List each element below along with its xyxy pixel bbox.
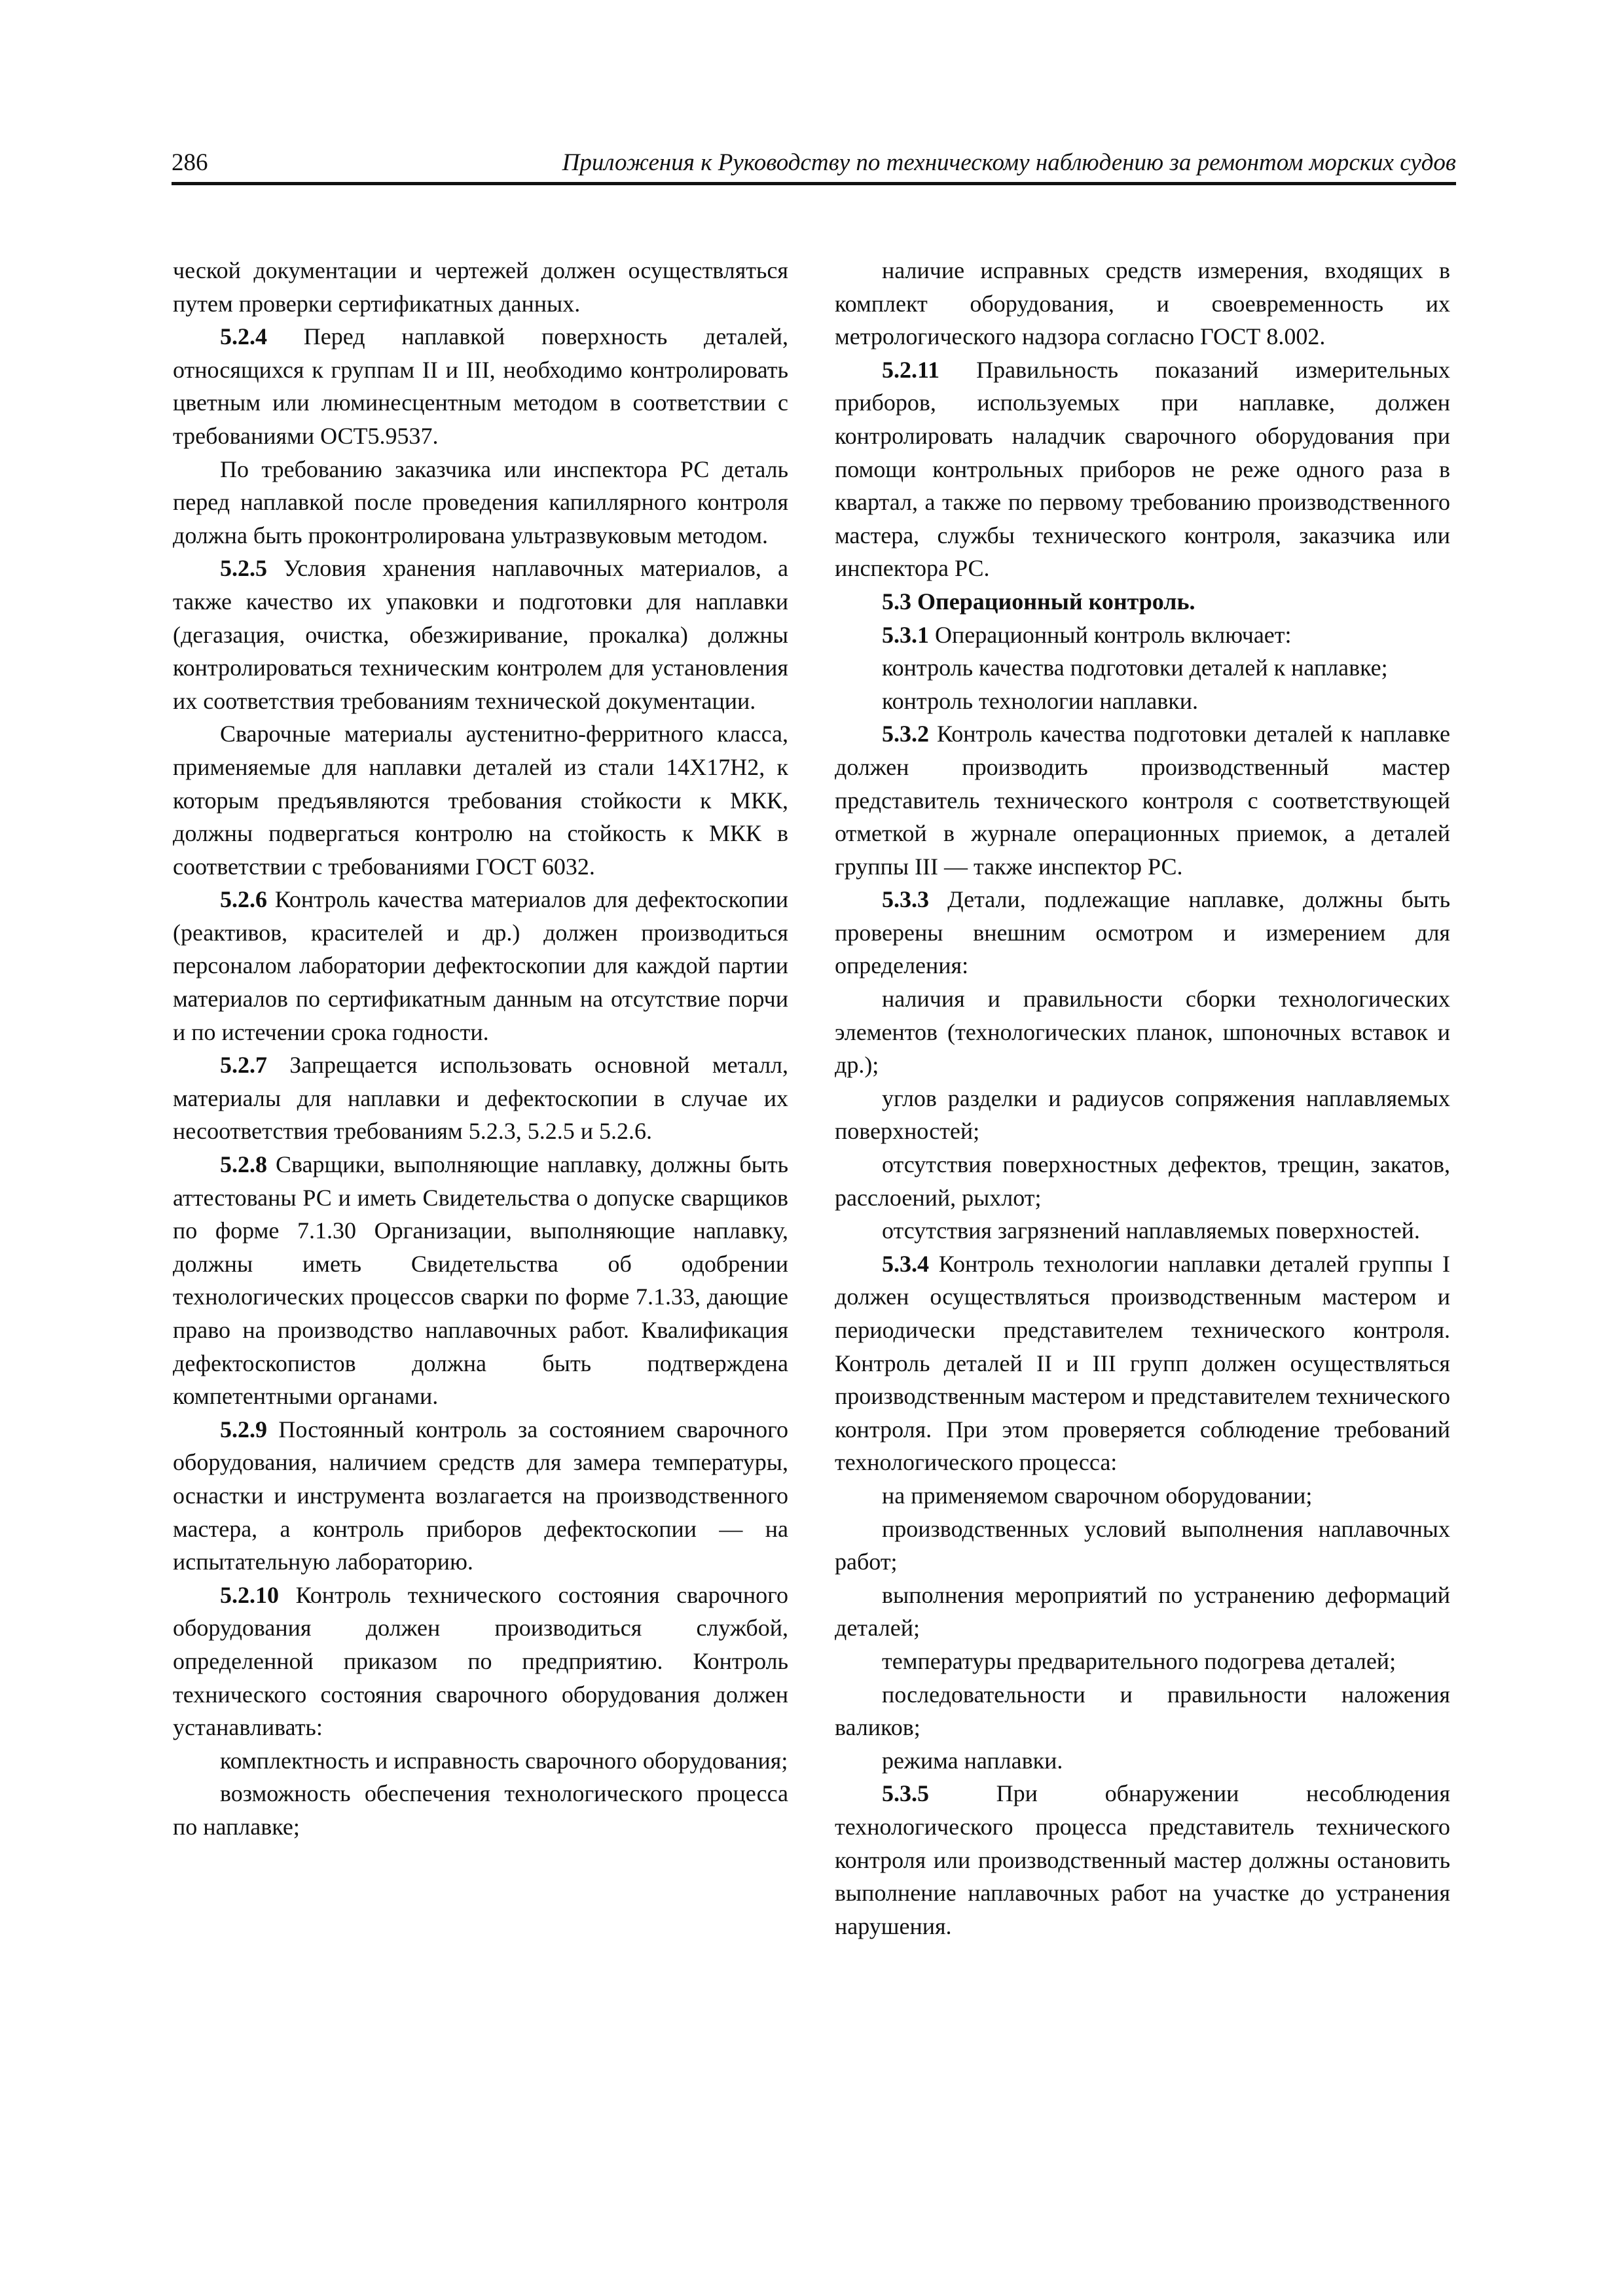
- clause-number: 5.3.4: [882, 1250, 929, 1277]
- clause-number: 5.2.8: [220, 1151, 267, 1178]
- right-paragraph: [835, 717, 1450, 883]
- right-paragraph: [835, 1777, 1450, 1943]
- paragraph-text: последовательности и правильности наложения валиков;: [835, 1681, 1450, 1741]
- paragraph-text: Контроль качества подготовки деталей к наплавке должен производить производственный мастер представитель технического контроля с соответствующей отметкой в журнале операционных приемок, а деталей группы III — также инспектор РС.: [835, 721, 1451, 880]
- clause-number: 5.2.4: [220, 323, 267, 350]
- page-header: [172, 145, 1456, 185]
- left-paragraph: [173, 254, 788, 320]
- right-paragraph: [835, 982, 1450, 1082]
- paragraph-text: отсутствия загрязнений наплавляемых поверхностей.: [882, 1217, 1420, 1244]
- right-paragraph: [835, 1214, 1450, 1247]
- clause-number: 5.3.2: [882, 721, 929, 747]
- paragraph-text: выполнения мероприятий по устранению деформаций деталей;: [835, 1581, 1450, 1641]
- paragraph-text: Операционный контроль включает:: [935, 621, 1292, 648]
- paragraph-text: комплектность и исправность сварочного оборудования;: [220, 1747, 788, 1774]
- left-paragraph: [173, 1148, 788, 1413]
- paragraph-text: Перед наплавкой поверхность деталей, относящихся к группам II и III, необходимо контролировать цветным или люминесцентным методом в соответствии с требованиями ОСТ5.9537.: [173, 323, 788, 449]
- left-paragraph: [173, 883, 788, 1049]
- clause-number: 5.3.1: [882, 621, 929, 648]
- left-paragraph: [173, 1777, 788, 1843]
- left-column: [173, 254, 788, 1844]
- right-paragraph: [835, 1247, 1450, 1479]
- right-paragraph: [835, 585, 1450, 619]
- right-paragraph: [835, 1678, 1450, 1744]
- paragraph-text: По требованию заказчика или инспектора РС деталь перед наплавкой после проведения капиллярного контроля должна быть проконтролирована ультразвуковым методом.: [173, 456, 788, 548]
- right-paragraph: [835, 651, 1450, 685]
- paragraph-text: Правильность показаний измерительных приборов, используемых при наплавке, должен контролировать наладчик сварочного оборудования при помощи контрольных приборов не реже одного раза в квартал, а также по первому требованию производственного мастера, службы технического контроля, заказчика или инспектора РС.: [835, 356, 1450, 582]
- paragraph-text: наличие исправных средств измерения, входящих в комплект оборудования, и своевременность их метрологического надзора согласно ГОСТ 8.002.: [835, 257, 1450, 350]
- paragraph-text: на применяемом сварочном оборудовании;: [882, 1482, 1313, 1509]
- paragraph-text: Постоянный контроль за состоянием сварочного оборудования, наличием средств для замера температуры, оснастки и инструмента возлагается на производственного мастера, а контроль приборов дефектоскопии — на испытательную лабораторию.: [173, 1416, 789, 1575]
- right-paragraph: [835, 685, 1450, 718]
- left-paragraph: [173, 453, 788, 552]
- clause-number: 5.2.9: [220, 1416, 267, 1443]
- left-paragraph: [173, 1744, 788, 1778]
- clause-number: 5.2.7: [220, 1052, 267, 1079]
- paragraph-text: Контроль технологии наплавки деталей группы I должен осуществляться производственным мастером и периодически представителем технического контроля. Контроль деталей II и III групп должен осуществляться производственным мастером и представителем технического контроля. При этом проверяется соблюдение требований технологического процесса:: [835, 1250, 1451, 1476]
- right-paragraph: [835, 1744, 1450, 1778]
- right-paragraph: [835, 1579, 1450, 1645]
- running-title: Приложения к Руководству по техническому наблюдению за ремонтом морских судов: [562, 149, 1456, 176]
- left-paragraph: [173, 1579, 788, 1744]
- paragraph-text: режима наплавки.: [882, 1747, 1063, 1774]
- right-column: [835, 254, 1450, 1943]
- paragraph-text: температуры предварительного подогрева деталей;: [882, 1647, 1396, 1674]
- right-paragraph: [835, 1479, 1450, 1513]
- paragraph-text: Запрещается использовать основной металл, материалы для наплавки и дефектоскопии в случае их несоответствия требованиям 5.2.3, 5.2.5 и 5.2.6.: [173, 1052, 788, 1145]
- paragraph-text: ческой документации и чертежей должен осуществляться путем проверки сертификатных данных.: [173, 257, 788, 317]
- right-paragraph: [835, 1513, 1450, 1579]
- clause-number: 5.2.5: [220, 555, 267, 582]
- paragraph-text: возможность обеспечения технологического процесса по наплавке;: [173, 1780, 788, 1840]
- clause-number: 5.2.11: [882, 356, 940, 383]
- left-paragraph: [173, 1413, 788, 1579]
- left-paragraph: [173, 717, 788, 883]
- paragraph-text: Контроль качества материалов для дефектоскопии (реактивов, красителей и др.) должен производиться персоналом лаборатории дефектоскопии для каждой партии материалов по сертификатным данным на отсутствие порчи и по истечении срока годности.: [173, 886, 789, 1045]
- paragraph-text: контроль качества подготовки деталей к наплавке;: [882, 655, 1388, 681]
- paragraph-text: Контроль технического состояния сварочного оборудования должен производиться службой, определенной приказом по предприятию. Контроль технического состояния сварочного оборудования должен устанавливать:: [173, 1581, 788, 1741]
- paragraph-text: Детали, подлежащие наплавке, должны быть проверены внешним осмотром и измерением для определения:: [835, 886, 1451, 979]
- paragraph-text: наличия и правильности сборки технологических элементов (технологических планок, шпоночных вставок и др.);: [835, 986, 1450, 1079]
- right-paragraph: [835, 1082, 1450, 1148]
- clause-number: 5.3.3: [882, 886, 929, 913]
- paragraph-text: производственных условий выполнения наплавочных работ;: [835, 1515, 1450, 1575]
- right-paragraph: [835, 254, 1450, 353]
- clause-number: 5.3.5: [882, 1780, 929, 1807]
- paragraph-text: При обнаружении несоблюдения технологического процесса представитель технического контроля или производственный мастер должны остановить выполнение наплавочных работ на участке до устранения нарушения.: [835, 1780, 1450, 1939]
- left-paragraph: [173, 552, 788, 717]
- paragraph-text: Условия хранения наплавочных материалов, а также качество их упаковки и подготовки для наплавки (дегазация, очистка, обезжиривание, прокалка) должны контролироваться техническим контролем для установления их соответствия требованиям технической документации.: [173, 555, 788, 714]
- paragraph-text: 5.3 Операционный контроль.: [882, 588, 1195, 615]
- paragraph-text: углов разделки и радиусов сопряжения наплавляемых поверхностей;: [835, 1085, 1450, 1145]
- page-number: 286: [172, 149, 208, 176]
- right-paragraph: [835, 1148, 1450, 1214]
- right-paragraph: [835, 353, 1450, 585]
- right-paragraph: [835, 1645, 1450, 1678]
- clause-number: 5.2.6: [220, 886, 267, 913]
- left-paragraph: [173, 1049, 788, 1148]
- paragraph-text: контроль технологии наплавки.: [882, 687, 1199, 714]
- paragraph-text: Сварочные материалы аустенитно-ферритного класса, применяемые для наплавки деталей из стали 14Х17Н2, к которым предъявляются требования стойкости к МКК, должны подвергаться контролю на стойкость к МКК в соответствии с требованиями ГОСТ 6032.: [173, 721, 788, 880]
- right-paragraph: [835, 619, 1450, 652]
- left-paragraph: [173, 320, 788, 452]
- paragraph-text: отсутствия поверхностных дефектов, трещин, закатов, расслоений, рыхлот;: [835, 1151, 1450, 1211]
- clause-number: 5.2.10: [220, 1581, 279, 1608]
- right-paragraph: [835, 883, 1450, 982]
- paragraph-text: Сварщики, выполняющие наплавку, должны быть аттестованы РС и иметь Свидетельства о допуске сварщиков по форме 7.1.30 Организации, выполняющие наплавку, должны иметь Свидетельства об одобрении технологических процессов сварки по форме 7.1.33, дающие право на производство наплавочных работ. Квалификация дефектоскопистов должна быть подтверждена компетентными органами.: [173, 1151, 788, 1410]
